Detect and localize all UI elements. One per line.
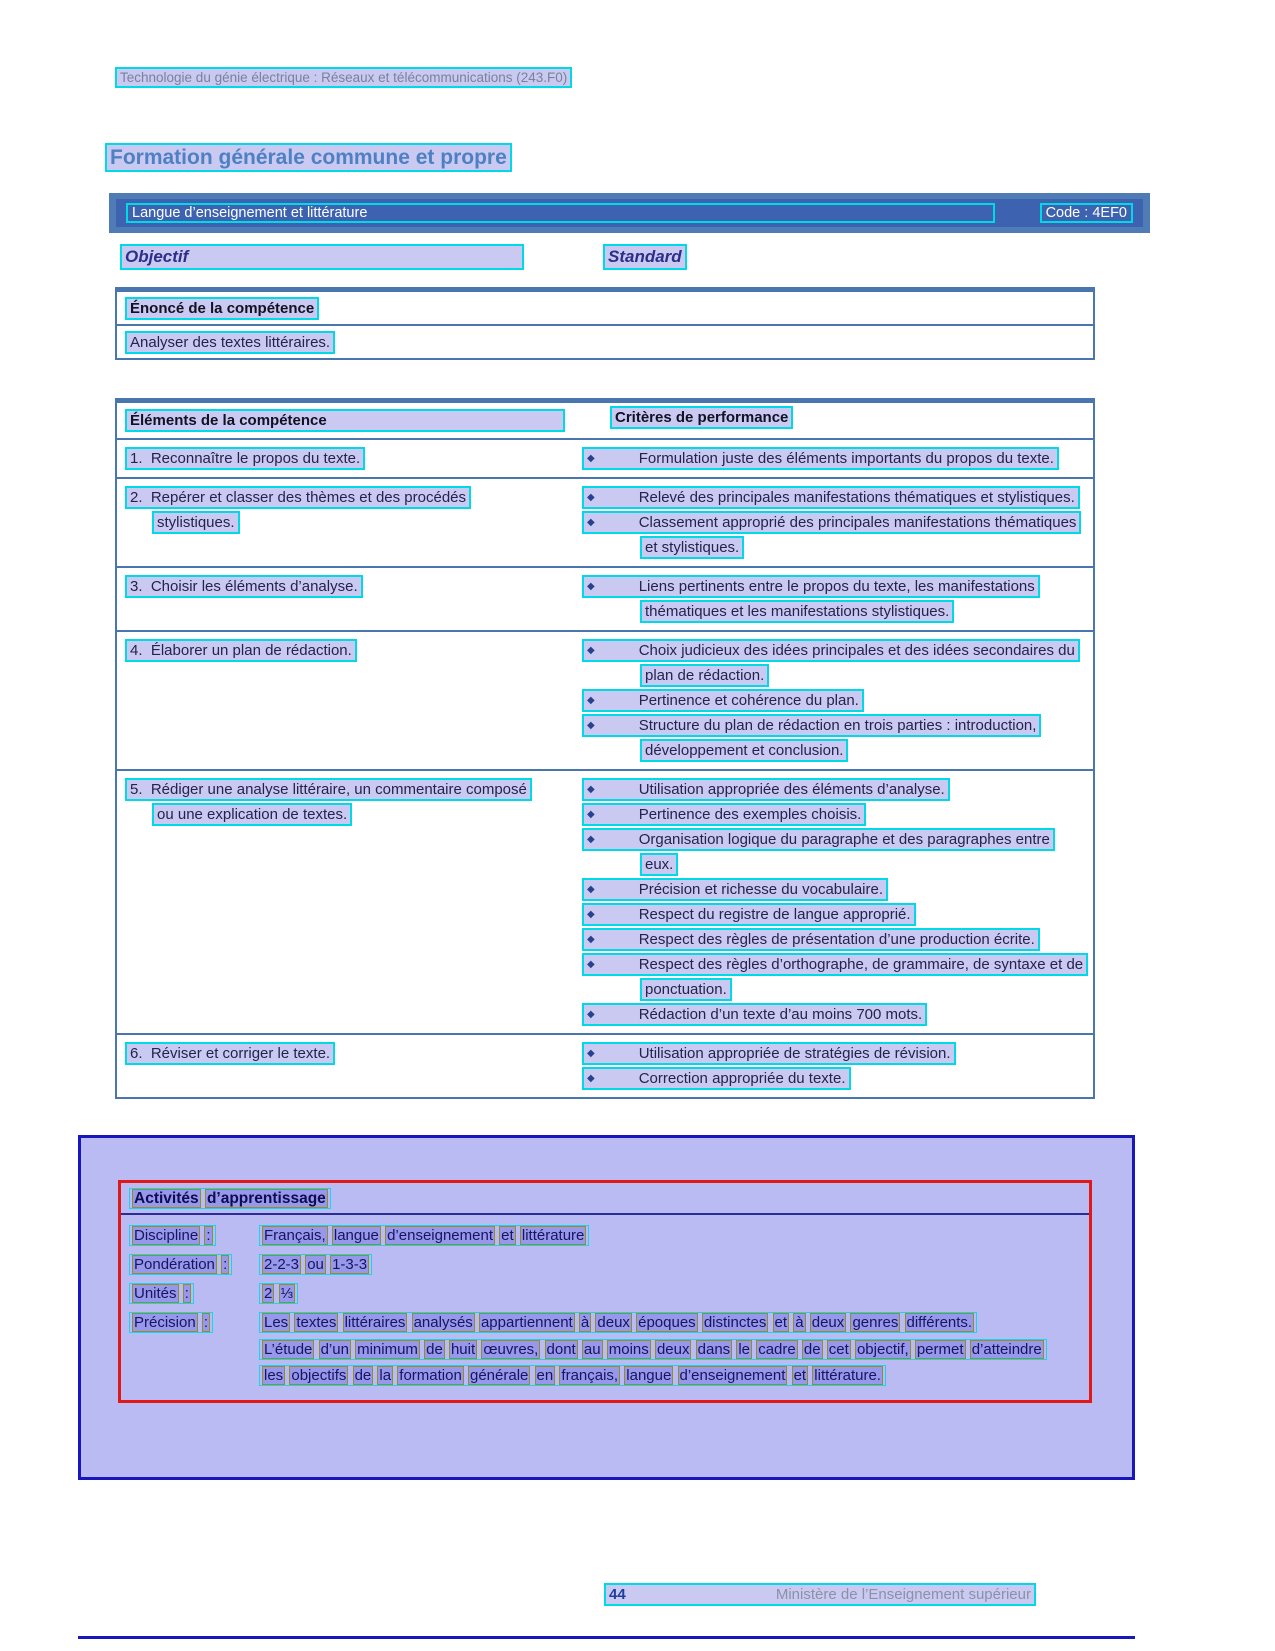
activity-field-label [129, 1310, 259, 1390]
table-row [117, 477, 1093, 566]
word-box: français, [561, 1367, 619, 1384]
element-text: 1. Reconnaître le propos du texte. [125, 447, 365, 470]
bullet-icon: ◆ [587, 884, 639, 895]
competence-table [115, 398, 1095, 1099]
ministry-label: Ministère de l’Enseignement supérieur [775, 1586, 1031, 1603]
element-line [125, 638, 544, 663]
activity-field-row [129, 1223, 1081, 1250]
criterion-line [582, 1041, 1087, 1066]
criterion-text [582, 511, 1081, 559]
element-text: 2. Repérer et classer des thèmes et des procédés stylistiques. [125, 486, 471, 534]
bullet-icon: ◆ [587, 959, 639, 970]
activity-value-line [259, 1281, 1049, 1307]
activity-field-label [129, 1281, 259, 1308]
word-box: de [354, 1367, 372, 1384]
criterion-line [582, 827, 1087, 877]
activity-field-label [129, 1252, 259, 1279]
word-box: littérature [521, 1227, 585, 1244]
criterion-label: Structure du plan de rédaction en trois parties : introduction, développement et conclusion. [638, 717, 1037, 759]
word-box: au [583, 1341, 601, 1358]
word-box: analysés [413, 1314, 473, 1331]
bullet-icon: ◆ [587, 581, 639, 592]
criterion-label: Pertinence des exemples choisis. [638, 806, 862, 823]
criterion-line [582, 485, 1087, 510]
activity-field-values [259, 1310, 1049, 1390]
word-box: œuvres, [483, 1341, 539, 1358]
bullet-icon: ◆ [587, 1009, 639, 1020]
word-box: Unités [134, 1285, 177, 1302]
criterion-label: Respect du registre de langue approprié. [638, 906, 911, 923]
word-box: d’enseignement [387, 1227, 493, 1244]
activity-field-label-text [129, 1283, 194, 1304]
criterion-label: Précision et richesse du vocabulaire. [638, 881, 883, 898]
criterion-text [582, 575, 1040, 623]
criteria-cell [582, 440, 1093, 477]
word-box: huit [450, 1341, 476, 1358]
criterion-text [582, 1067, 851, 1090]
criterion-text [582, 447, 1059, 470]
criterion-label: Organisation logique du paragraphe et des paragraphes entre eux. [638, 831, 1050, 873]
word-box: d’un [320, 1341, 349, 1358]
criterion-text [582, 689, 864, 712]
word-box: objectifs [291, 1367, 347, 1384]
activity-field-label-text [129, 1225, 216, 1246]
criterion-text [582, 1003, 927, 1026]
criterion-line [582, 777, 1087, 802]
word-box: ⅓ [280, 1285, 294, 1302]
enonce-header-row [117, 292, 1093, 326]
word-box: Les [264, 1314, 289, 1331]
page-footer [604, 1583, 1036, 1606]
table-row [117, 1033, 1093, 1097]
criterion-label: Relevé des principales manifestations thématiques et stylistiques. [638, 489, 1075, 506]
word-box: dont [546, 1341, 576, 1358]
enonce-statement-text: Analyser des textes littéraires. [125, 331, 335, 354]
bullet-icon: ◆ [587, 784, 639, 795]
word-box: générale [469, 1367, 529, 1384]
bullet-icon: ◆ [587, 645, 639, 656]
banner-code: Code : 4EF0 [1040, 203, 1133, 223]
criteria-cell [582, 568, 1093, 630]
enonce-statement-row [117, 326, 1093, 358]
word-box: Discipline [134, 1227, 199, 1244]
section-banner-inner [116, 199, 1143, 227]
word-box: dans [697, 1341, 731, 1358]
word-box: objectif, [856, 1341, 909, 1358]
criterion-line [582, 877, 1087, 902]
activites-fields [121, 1215, 1089, 1400]
criteria-cell [582, 771, 1093, 1033]
criterion-label: Utilisation appropriée des éléments d’analyse. [638, 781, 945, 798]
table-row [117, 769, 1093, 1033]
enonce-header-text: Énoncé de la compétence [125, 297, 319, 320]
criterion-label: Formulation juste des éléments importants du propos du texte. [638, 450, 1054, 467]
criterion-label: Respect des règles d’orthographe, de grammaire, de syntaxe et de ponctuation. [638, 956, 1084, 998]
criterion-line [582, 1066, 1087, 1091]
criterion-line [582, 446, 1087, 471]
bullet-icon: ◆ [587, 834, 639, 845]
element-line [125, 446, 544, 471]
running-header [115, 70, 572, 85]
word-box: textes [296, 1314, 337, 1331]
element-cell [117, 632, 582, 769]
element-cell [117, 1035, 582, 1097]
page-title-text: Formation générale commune et propre [105, 143, 512, 172]
criterion-line [582, 574, 1087, 624]
word-box: de [426, 1341, 443, 1358]
word-box: la [379, 1367, 392, 1384]
word-box: Français, [264, 1227, 326, 1244]
word-box: et [501, 1227, 514, 1244]
activity-field-values [259, 1252, 1049, 1279]
element-cell [117, 440, 582, 477]
activity-value-text [259, 1225, 589, 1246]
competence-table-header [117, 403, 1093, 438]
activity-value-line [259, 1252, 1049, 1278]
criterion-text [582, 953, 1088, 1001]
activity-field-label-text [129, 1312, 213, 1333]
criterion-text [582, 714, 1041, 762]
word-box: différents. [906, 1314, 973, 1331]
bullet-icon: ◆ [587, 517, 639, 528]
footer-box [604, 1583, 1036, 1606]
criterion-text [582, 878, 888, 901]
word-box: genres [852, 1314, 899, 1331]
elements-header-text: Éléments de la compétence [125, 409, 565, 432]
word-box: Activités [134, 1190, 199, 1207]
word-box: moins [608, 1341, 649, 1358]
element-line [125, 1041, 544, 1066]
word-box: 1-3-3 [332, 1256, 368, 1273]
word-box: littérature. [814, 1367, 881, 1384]
criterion-label: Classement approprié des principales manifestations thématiques et stylistiques. [638, 514, 1077, 556]
criteria-cell [582, 1035, 1093, 1097]
bullet-icon: ◆ [587, 720, 639, 731]
table-row [117, 438, 1093, 477]
bullet-icon: ◆ [587, 1073, 639, 1084]
section-banner [109, 193, 1150, 233]
word-box: les [264, 1367, 284, 1384]
word-box: de [803, 1341, 821, 1358]
element-cell [117, 771, 582, 1033]
page-title [105, 146, 512, 170]
element-line [125, 574, 544, 599]
activity-value-text [259, 1254, 372, 1275]
bullet-icon: ◆ [587, 695, 639, 706]
word-box: en [536, 1367, 554, 1384]
word-box: littéraires [344, 1314, 406, 1331]
criterion-label: Respect des règles de présentation d’une production écrite. [638, 931, 1035, 948]
activity-field-row [129, 1281, 1081, 1308]
criterion-label: Choix judicieux des idées principales et des idées secondaires du plan de rédaction. [638, 642, 1075, 684]
criterion-text [582, 778, 950, 801]
bullet-icon: ◆ [587, 909, 639, 920]
element-cell [117, 479, 582, 566]
criterion-line [582, 902, 1087, 927]
criterion-text [582, 828, 1055, 876]
word-box: : [184, 1285, 189, 1302]
word-box: distinctes [703, 1314, 767, 1331]
criterion-line [582, 927, 1087, 952]
word-box: d’atteindre [971, 1341, 1042, 1358]
criterion-label: Utilisation appropriée de stratégies de révision. [638, 1045, 951, 1062]
criterion-text [582, 903, 916, 926]
criterion-line [582, 1002, 1087, 1027]
activites-header [121, 1183, 1089, 1215]
word-box: minimum [357, 1341, 418, 1358]
word-box: langue [333, 1227, 379, 1244]
criterion-label: Pertinence et cohérence du plan. [638, 692, 859, 709]
activity-field-row [129, 1252, 1081, 1279]
enonce-table [115, 287, 1095, 360]
element-text: 3. Choisir les éléments d’analyse. [125, 575, 363, 598]
criterion-text [582, 639, 1080, 687]
word-box: : [206, 1227, 211, 1244]
word-box: Pondération [134, 1256, 215, 1273]
word-box: cet [828, 1341, 849, 1358]
activity-field-label-text [129, 1254, 232, 1275]
word-box: à [795, 1314, 804, 1331]
activites-box [118, 1180, 1092, 1403]
criterion-label: Correction appropriée du texte. [638, 1070, 846, 1087]
criterion-text [582, 803, 866, 826]
elements-header-cell [117, 409, 582, 432]
activites-header-text [129, 1188, 331, 1209]
bullet-icon: ◆ [587, 809, 639, 820]
criterion-text [582, 928, 1040, 951]
activity-value-text [259, 1283, 298, 1304]
element-text: 4. Élaborer un plan de rédaction. [125, 639, 357, 662]
criterion-line [582, 510, 1087, 560]
activity-field-values [259, 1223, 1049, 1250]
activity-value-line [259, 1337, 1049, 1389]
word-box: et [774, 1314, 788, 1331]
word-box: : [203, 1314, 209, 1331]
criterion-label: Liens pertinents entre le propos du texte, les manifestations thématiques et les manifestations stylistiques. [638, 578, 1035, 620]
bullet-icon: ◆ [587, 492, 639, 503]
word-box: à [580, 1314, 590, 1331]
word-box: le [738, 1341, 751, 1358]
criterion-line [582, 952, 1087, 1002]
activity-field-label [129, 1223, 259, 1250]
criteria-cell [582, 632, 1093, 769]
element-line [125, 777, 544, 827]
element-text: 6. Réviser et corriger le texte. [125, 1042, 335, 1065]
bullet-icon: ◆ [587, 934, 639, 945]
standard-heading: Standard [603, 244, 687, 270]
word-box: permet [916, 1341, 964, 1358]
banner-title: Langue d’enseignement et littérature [126, 203, 995, 223]
criterion-text [582, 486, 1080, 509]
objectif-heading: Objectif [120, 244, 524, 270]
criterion-line [582, 638, 1087, 688]
activity-value-text [259, 1312, 977, 1333]
table-row [117, 630, 1093, 769]
word-box: deux [811, 1314, 845, 1331]
element-cell [117, 568, 582, 630]
bullet-icon: ◆ [587, 1048, 639, 1059]
bullet-icon: ◆ [587, 453, 639, 464]
element-line [125, 485, 544, 535]
criteres-header-cell [582, 409, 1093, 432]
table-row [117, 566, 1093, 630]
activity-value-text [259, 1339, 1047, 1386]
criteria-cell [582, 479, 1093, 566]
word-box: deux [597, 1314, 630, 1331]
word-box: d’enseignement [679, 1367, 786, 1384]
criterion-line [582, 802, 1087, 827]
word-box: ou [307, 1256, 324, 1273]
criterion-label: Rédaction d’un texte d’au moins 700 mots. [638, 1006, 923, 1023]
word-box: appartiennent [480, 1314, 573, 1331]
word-box: formation [399, 1367, 462, 1384]
word-box: et [793, 1367, 807, 1384]
word-box: 2-2-3 [264, 1256, 300, 1273]
word-box: : [223, 1256, 228, 1273]
word-box: époques [638, 1314, 696, 1331]
column-headings [120, 244, 1095, 270]
running-header-text: Technologie du génie électrique : Réseaux et télécommunications (243.F0) [115, 67, 572, 88]
element-text: 5. Rédiger une analyse littéraire, un commentaire composé ou une explication de textes. [125, 778, 532, 826]
activity-field-values [259, 1281, 1049, 1308]
page-number: 44 [609, 1586, 626, 1603]
word-box: d’apprentissage [206, 1190, 326, 1207]
activity-field-row [129, 1310, 1081, 1390]
criterion-line [582, 713, 1087, 763]
bottom-rule [78, 1636, 1135, 1639]
word-box: langue [626, 1367, 672, 1384]
word-box: cadre [758, 1341, 796, 1358]
word-box: 2 [264, 1285, 273, 1302]
criteres-header-text: Critères de performance [610, 406, 793, 429]
word-box: deux [656, 1341, 690, 1358]
word-box: L’étude [264, 1341, 313, 1358]
competence-rows [117, 438, 1093, 1097]
activity-value-line [259, 1310, 1049, 1336]
word-box: Précision [134, 1314, 196, 1331]
criterion-text [582, 1042, 956, 1065]
activity-value-line [259, 1223, 1049, 1249]
criterion-line [582, 688, 1087, 713]
